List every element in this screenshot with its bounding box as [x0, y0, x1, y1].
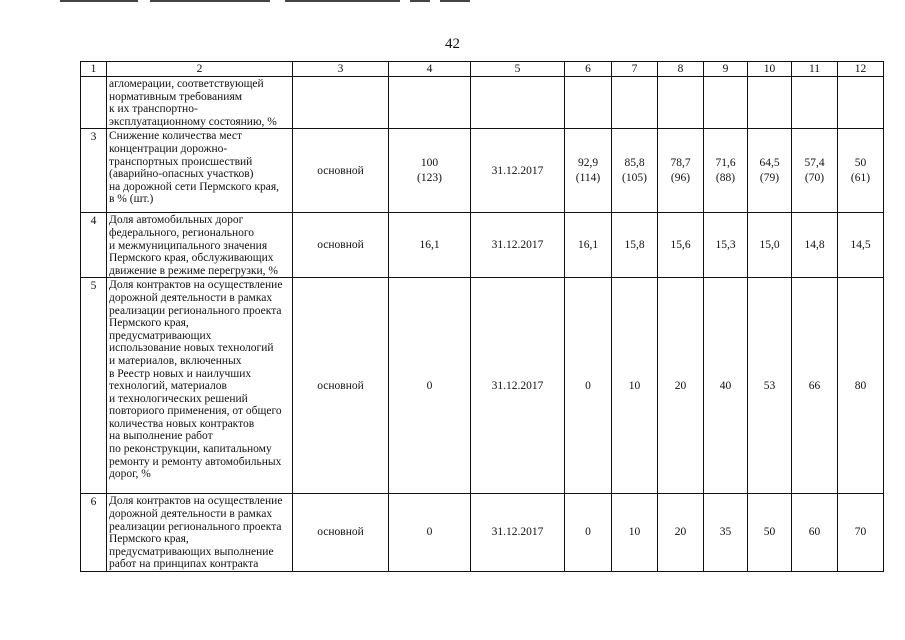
indicator-name-line: и материалов, включенных: [109, 354, 242, 367]
target-value-cell: [565, 77, 612, 129]
indicator-type: [293, 77, 389, 129]
target-value-cell: [658, 494, 704, 572]
table-header-row: [81, 62, 884, 77]
target-value-count: (105): [622, 172, 647, 185]
row-number: 6: [81, 494, 107, 572]
base-date: 31.12.2017: [471, 494, 565, 572]
indicator-name-line: агломерации, соответствующей: [109, 78, 264, 90]
target-value-cell: [565, 278, 612, 494]
target-value-count: (61): [850, 172, 871, 185]
target-value: 50: [854, 156, 867, 169]
row-number: 5: [81, 278, 107, 494]
indicators-table: [80, 61, 884, 572]
base-value-cell: [389, 494, 471, 572]
target-value-cell: [565, 494, 612, 572]
target-value: 16,1: [577, 239, 599, 252]
column-header-6: 6: [565, 62, 612, 77]
indicator-name-line: использование новых технологий: [109, 342, 274, 355]
target-value: 80: [854, 379, 867, 392]
indicator-name-line: работ на принципах контракта: [109, 558, 259, 571]
column-header-1: 1: [81, 62, 107, 77]
target-value-cell: [612, 278, 658, 494]
base-date: 31.12.2017: [471, 278, 565, 494]
target-value-count: (70): [804, 172, 825, 185]
target-value-cell: [612, 77, 658, 129]
target-value-cell: [792, 129, 838, 213]
target-value-cell: [792, 278, 838, 494]
table-body: [81, 62, 884, 572]
target-value: 64,5: [759, 156, 780, 169]
row-number: [81, 77, 107, 129]
target-value-count: (114): [575, 172, 601, 185]
base-date: [471, 77, 565, 129]
indicator-name-line: (аварийно-опасных участков): [109, 168, 254, 181]
indicator-name-line: реализации регионального проекта: [109, 304, 282, 317]
indicator-name-line: предусматривающих: [109, 329, 212, 342]
target-value: 0: [585, 526, 591, 539]
indicator-name-line: ремонту и ремонту автомобильных: [109, 455, 282, 468]
target-value-cell: [565, 129, 612, 213]
column-header-12: 12: [838, 62, 884, 77]
target-value-cell: [658, 278, 704, 494]
indicator-name-line: по реконструкции, капитальному: [109, 443, 272, 456]
target-value: 20: [674, 379, 687, 392]
column-header-5: 5: [471, 62, 565, 77]
indicator-name-line: на дорожной сети Пермского края,: [109, 180, 280, 193]
target-value-cell: [704, 278, 748, 494]
base-value-cell: [389, 278, 471, 494]
target-value-cell: [748, 129, 792, 213]
row-number: 4: [81, 213, 107, 278]
indicator-type: основной: [293, 213, 389, 278]
base-value-cell: [389, 129, 471, 213]
base-value: 16,1: [419, 239, 440, 252]
target-value: 10: [628, 526, 641, 539]
indicator-name-line: движение в режиме перегрузки, %: [109, 264, 278, 277]
target-value: 57,4: [804, 156, 825, 169]
target-value: 10: [628, 379, 641, 392]
target-value: 70: [854, 526, 867, 539]
scan-top-edge-marks: [0, 0, 905, 4]
column-header-9: 9: [704, 62, 748, 77]
column-header-10: 10: [748, 62, 792, 77]
target-value-cell: [612, 129, 658, 213]
target-value-cell: [838, 213, 884, 278]
target-value: 14,8: [804, 239, 825, 252]
target-value-cell: [565, 213, 612, 278]
target-value: 0: [585, 379, 591, 392]
target-value: 20: [674, 526, 687, 539]
indicator-name-line: федерального, регионального: [109, 226, 255, 239]
indicator-name-line: и технологических решений: [109, 392, 248, 405]
indicator-name-line: Пермского края, обслуживающих: [109, 252, 274, 265]
target-value: 15,0: [759, 239, 780, 252]
target-value: 35: [719, 526, 732, 539]
target-value-cell: [792, 77, 838, 129]
indicator-name-line: реализации регионального проекта: [109, 520, 282, 533]
target-value: 85,8: [624, 156, 645, 169]
target-value: 15,3: [715, 239, 736, 252]
target-value-cell: [658, 129, 704, 213]
base-date: 31.12.2017: [471, 129, 565, 213]
indicator-name-line: дорожной деятельности в рамках: [109, 291, 273, 304]
target-value: 53: [763, 379, 776, 392]
indicator-name-line: на выполнение работ: [109, 430, 213, 443]
target-value-cell: [748, 213, 792, 278]
target-value: 40: [719, 379, 732, 392]
indicator-name: [107, 494, 293, 572]
target-value: 66: [808, 379, 821, 392]
target-value-cell: [748, 278, 792, 494]
target-value-cell: [612, 213, 658, 278]
target-value-cell: [658, 77, 704, 129]
indicator-name: [107, 129, 293, 213]
indicator-type: основной: [293, 129, 389, 213]
base-value-cell: [389, 213, 471, 278]
column-header-2: 2: [107, 62, 293, 77]
indicator-name-line: технологий, материалов: [109, 380, 227, 393]
target-value-cell: [748, 494, 792, 572]
target-value: 15,8: [624, 239, 645, 252]
indicator-name-line: к их транспортно-: [109, 103, 198, 116]
base-value: 0: [426, 379, 433, 392]
target-value: 92,9: [577, 156, 599, 169]
indicator-name-line: Доля контрактов на осуществление: [109, 279, 283, 292]
table-row: [81, 77, 884, 129]
indicator-name: [107, 278, 293, 494]
indicator-name: [107, 77, 293, 129]
target-value-cell: [704, 77, 748, 129]
target-value-cell: [658, 213, 704, 278]
column-header-8: 8: [658, 62, 704, 77]
table-row: [81, 494, 884, 572]
base-value-cell: [389, 77, 471, 129]
target-value-count: (96): [670, 172, 691, 185]
column-header-11: 11: [792, 62, 838, 77]
indicator-name-line: Пермского края,: [109, 533, 189, 546]
target-value: 15,6: [670, 239, 691, 252]
base-date: 31.12.2017: [471, 213, 565, 278]
indicator-name-line: транспортных происшествий: [109, 155, 253, 168]
indicator-name-line: концентрации дорожно-: [109, 142, 228, 155]
base-value: 100: [420, 156, 439, 169]
target-value-cell: [838, 77, 884, 129]
target-value-count: (88): [715, 172, 736, 185]
target-value-cell: [612, 494, 658, 572]
indicator-name-line: и межмуниципального значения: [109, 239, 268, 252]
indicator-type: основной: [293, 278, 389, 494]
indicator-name-line: эксплуатационному состоянию, %: [109, 115, 277, 128]
table-row: [81, 278, 884, 494]
target-value-cell: [704, 129, 748, 213]
indicator-name-line: предусматривающих выполнение: [109, 545, 274, 558]
target-value-cell: [748, 77, 792, 129]
target-value: 71,6: [715, 156, 736, 169]
target-value-cell: [838, 129, 884, 213]
target-value-cell: [838, 278, 884, 494]
target-value-cell: [838, 494, 884, 572]
target-value: 14,5: [850, 239, 871, 252]
table-row: [81, 129, 884, 213]
indicator-name-line: Доля автомобильных дорог: [109, 214, 244, 227]
indicator-name-line: дорожной деятельности в рамках: [109, 507, 273, 520]
target-value-cell: [792, 494, 838, 572]
indicator-name-line: Снижение количества мест: [109, 130, 243, 143]
indicator-name-line: повториого применения, от общего: [109, 405, 282, 418]
target-value-count: (79): [759, 172, 780, 185]
column-header-3: 3: [293, 62, 389, 77]
indicator-name-line: в Реестр новых и наилучших: [109, 367, 252, 380]
page-number: 42: [445, 36, 460, 52]
base-value-count: (123): [417, 172, 442, 185]
indicator-name-line: в % (шт.): [109, 193, 154, 206]
indicator-name-line: Доля контрактов на осуществление: [109, 495, 283, 508]
column-header-4: 4: [389, 62, 471, 77]
target-value: 60: [808, 526, 821, 539]
indicator-name-line: Пермского края,: [109, 317, 189, 330]
target-value-cell: [704, 494, 748, 572]
target-value: 78,7: [670, 156, 691, 169]
column-header-7: 7: [612, 62, 658, 77]
row-number: 3: [81, 129, 107, 213]
target-value-cell: [704, 213, 748, 278]
base-value: 0: [426, 526, 433, 539]
indicator-type: основной: [293, 494, 389, 572]
indicator-name-line: нормативным требованиям: [109, 90, 243, 103]
indicator-name: [107, 213, 293, 278]
target-value: 50: [763, 526, 776, 539]
target-value-cell: [792, 213, 838, 278]
indicator-name-line: количества новых контрактов: [109, 417, 255, 430]
table-row: [81, 213, 884, 278]
indicator-name-line: дорог, %: [109, 468, 151, 481]
